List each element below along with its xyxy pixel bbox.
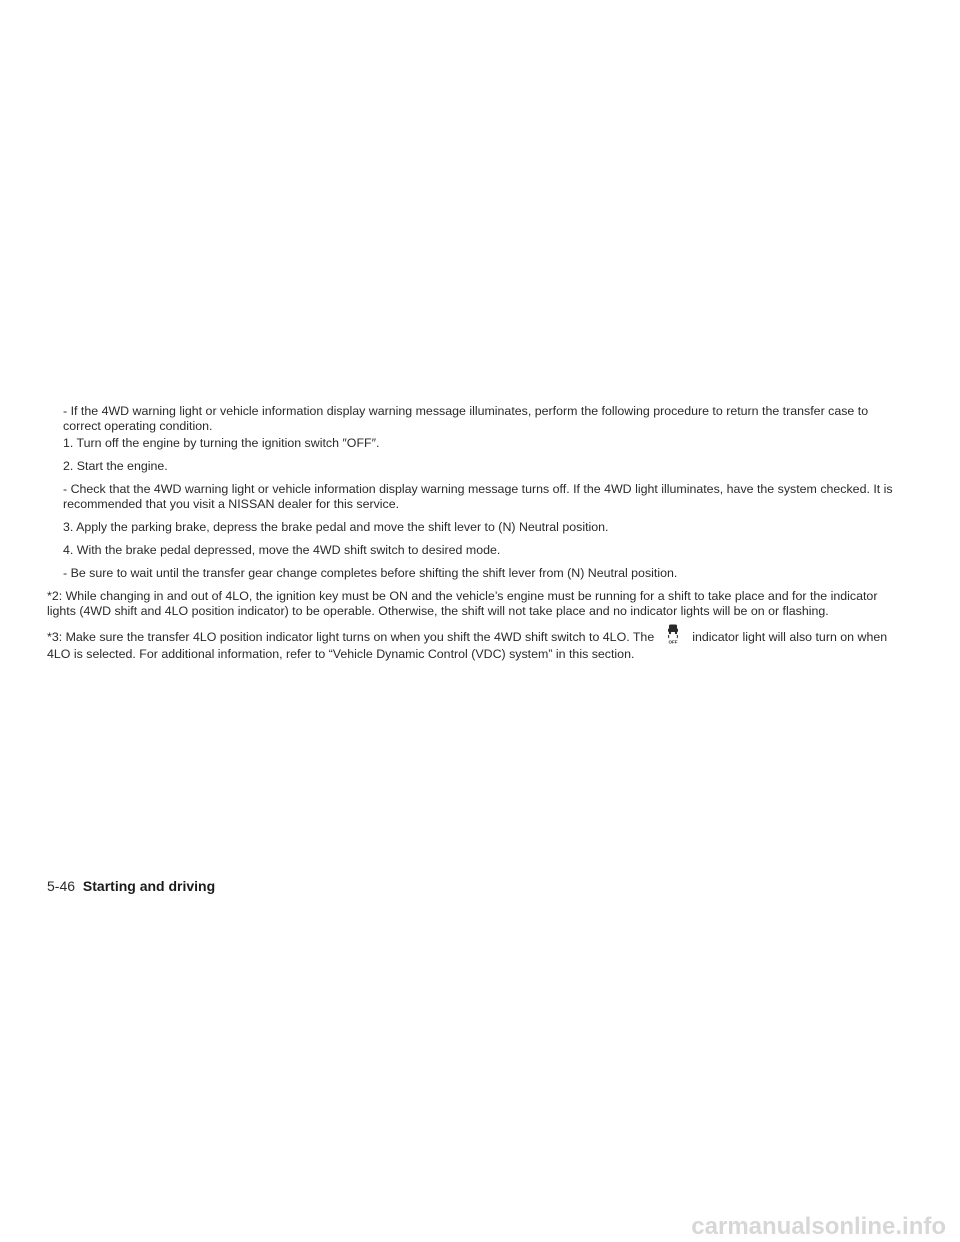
watermark: carmanualsonline.info [691,1213,946,1240]
step-1: 1. Turn off the engine by turning the ignition switch ″OFF″. [63,436,380,450]
note-3 [47,627,907,662]
paragraph-check-warning: - Check that the 4WD warning light or vehicle information display warning message turns off. If the 4WD light illuminates, have the system checked. It is recommended that you visit a NISSAN dealer for this service. [63,482,893,511]
paragraph-wait-note: - Be sure to wait until the transfer gear change completes before shifting the shift lever from (N) Neutral position. [63,566,678,580]
section-title: Starting and driving [82,878,216,894]
note-2: *2: While changing in and out of 4LO, the ignition key must be ON and the vehicle’s engine must be running for a shift to take place and for the indicator lights (4WD shift and 4LO position indicator) to be operable. Otherwise, the shift will not take place and no indicator lights will be on or flashing. [47,589,878,618]
step-3: 3. Apply the parking brake, depress the brake pedal and move the shift lever to (N) Neutral position. [63,520,609,534]
document-body [47,404,907,670]
note-3-text-before: *3: Make sure the transfer 4LO position indicator light turns on when you shift the 4WD shift switch to 4LO. The [47,630,655,644]
page-number: 5-46 [47,878,76,894]
note-3-text-after: indicator light will also turn on when 4LO is selected. For additional information, refer to “Vehicle Dynamic Control (VDC) system” in this section. [47,630,888,661]
page-footer [47,877,215,895]
vdc-off-icon-label: OFF [668,639,678,645]
step-2: 2. Start the engine. [63,459,168,473]
vdc-off-icon [654,627,692,647]
vdc-off-icon-graphic [664,623,682,645]
paragraph-warning-light: - If the 4WD warning light or vehicle information display warning message illuminates, perform the following procedure to return the transfer case to correct operating condition. [63,404,869,433]
step-4: 4. With the brake pedal depressed, move the 4WD shift switch to desired mode. [63,543,501,557]
